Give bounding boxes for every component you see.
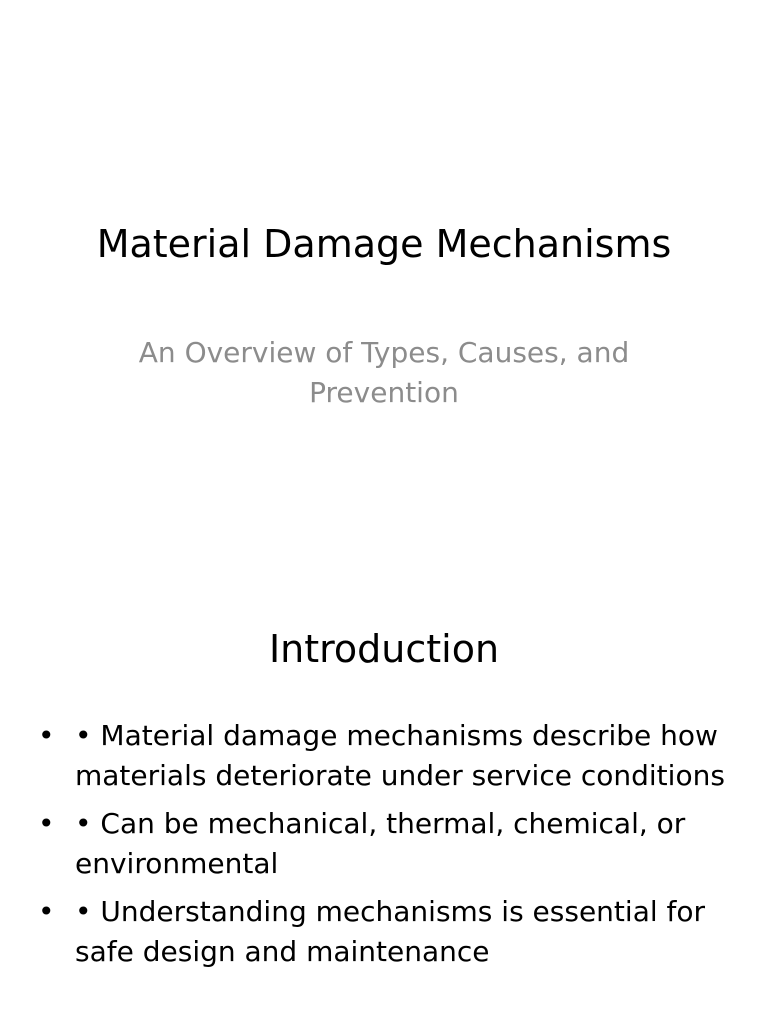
bullet-marker: • xyxy=(38,895,55,928)
bullet-text: • Can be mechanical, thermal, chemical, or environmental xyxy=(75,807,686,880)
bullet-item xyxy=(38,716,730,796)
bullet-marker: • xyxy=(38,807,55,840)
slide-subtitle: An Overview of Types, Causes, and Prevention xyxy=(138,336,630,409)
bullet-item xyxy=(38,804,730,884)
introduction-heading: Introduction xyxy=(268,627,500,671)
bullet-text: • Understanding mechanisms is essential for safe design and maintenance xyxy=(75,895,706,968)
slide-title: Material Damage Mechanisms xyxy=(96,222,672,266)
introduction-bullet-list xyxy=(38,716,730,980)
bullet-item xyxy=(38,892,730,972)
bullet-marker: • xyxy=(38,719,55,752)
bullet-text: • Material damage mechanisms describe how materials deteriorate under service conditions xyxy=(75,719,725,792)
introduction-slide xyxy=(0,576,768,1024)
